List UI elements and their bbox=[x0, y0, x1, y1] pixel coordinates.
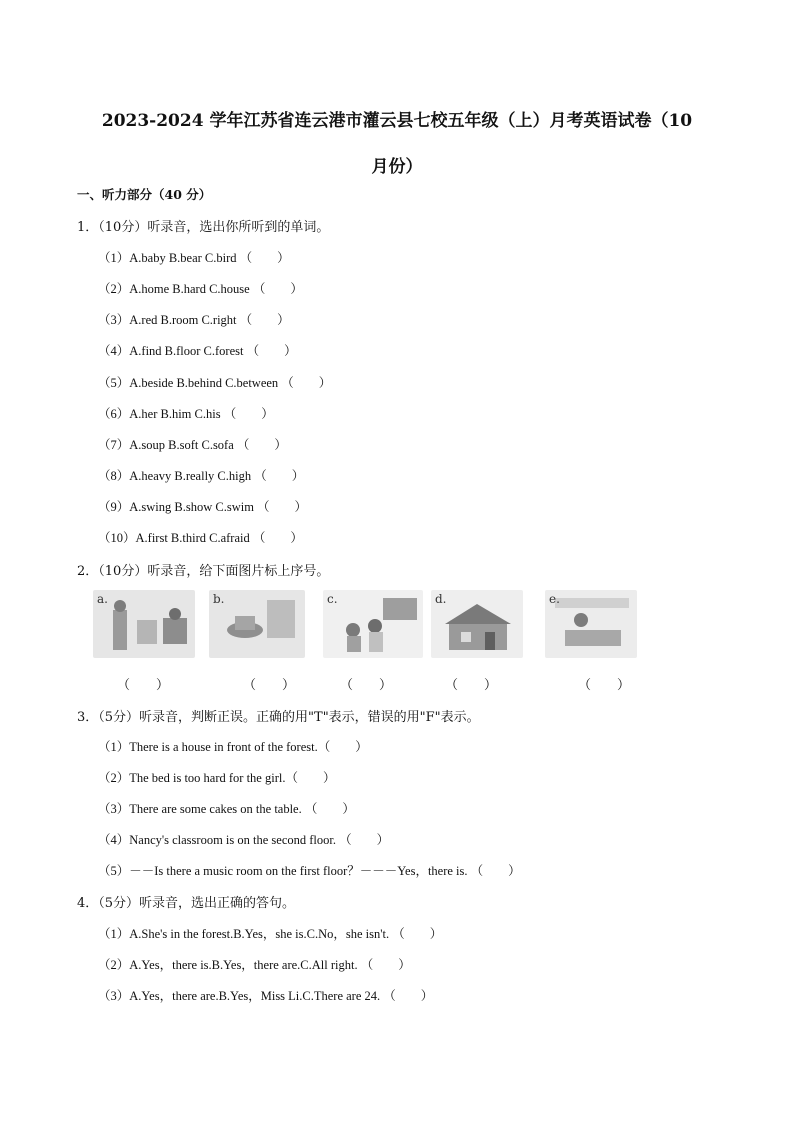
q3-item: （3）There are some cakes on the table. （ ） bbox=[98, 802, 355, 816]
section-heading: 一、听力部分（40 分） bbox=[77, 187, 212, 202]
exam-title bbox=[60, 98, 734, 190]
picture-label: e. bbox=[549, 592, 560, 606]
q1-item: （7）A.soup B.soft C.sofa （ ） bbox=[98, 438, 287, 452]
q1-item: （2）A.home B.hard C.house （ ） bbox=[98, 282, 303, 296]
question-4-stem: 4．（5分）听录音，选出正确的答句。 bbox=[77, 896, 296, 911]
q1-item: （1）A.baby B.bear C.bird （ ） bbox=[98, 251, 290, 265]
q3-item: （1）There is a house in front of the forest.（ ） bbox=[98, 740, 368, 754]
picture-c-blank[interactable]: （ ） bbox=[340, 678, 393, 693]
q1-item: （3）A.red B.room C.right （ ） bbox=[98, 313, 290, 327]
picture-label: b. bbox=[213, 592, 225, 606]
picture-label: d. bbox=[435, 592, 447, 606]
q3-item: （2）The bed is too hard for the girl.（ ） bbox=[98, 771, 336, 785]
q1-item: （8）A.heavy B.really C.high （ ） bbox=[98, 469, 305, 483]
picture-row bbox=[93, 590, 643, 658]
q4-item: （1）A.She's in the forest.B.Yes，she is.C.No，she isn't. （ ） bbox=[98, 927, 443, 941]
picture-label: a. bbox=[97, 592, 108, 606]
q1-item: （10）A.first B.third C.afraid （ ） bbox=[98, 531, 303, 545]
title-line-1: 2023-2024 学年江苏省连云港市灌云县七校五年级（上）月考英语试卷（10 bbox=[101, 111, 693, 131]
question-3-stem: 3．（5分）听录音，判断正误。正确的用"T"表示，错误的用"F"表示。 bbox=[77, 710, 480, 725]
picture-e bbox=[545, 590, 637, 658]
picture-d bbox=[431, 590, 523, 658]
q1-item: （4）A.find B.floor C.forest （ ） bbox=[98, 344, 297, 358]
picture-c bbox=[323, 590, 423, 658]
q4-item: （2）A.Yes，there is.B.Yes，there are.C.All right. （ ） bbox=[98, 958, 411, 972]
picture-b bbox=[209, 590, 305, 658]
title-line-2: 月份） bbox=[371, 157, 423, 177]
q1-item: （9）A.swing B.show C.swim （ ） bbox=[98, 500, 308, 514]
q3-item: （4）Nancy's classroom is on the second floor. （ ） bbox=[98, 833, 390, 847]
q1-item: （6）A.her B.him C.his （ ） bbox=[98, 407, 274, 421]
q3-item: （5）－－Is there a music room on the first floor？－－－Yes，there is. （ ） bbox=[98, 864, 521, 878]
picture-e-blank[interactable]: （ ） bbox=[578, 678, 631, 693]
picture-b-blank[interactable]: （ ） bbox=[243, 678, 296, 693]
q4-item: （3）A.Yes，there are.B.Yes，Miss Li.C.There are 24. （ ） bbox=[98, 989, 434, 1003]
question-1-stem: 1．（10分）听录音，选出你所听到的单词。 bbox=[77, 220, 330, 235]
q1-item: （5）A.beside B.behind C.between （ ） bbox=[98, 376, 332, 390]
picture-label: c. bbox=[327, 592, 338, 606]
people-scene-icon bbox=[93, 590, 195, 658]
picture-a bbox=[93, 590, 195, 658]
question-2-stem: 2．（10分）听录音，给下面图片标上序号。 bbox=[77, 564, 330, 579]
picture-a-blank[interactable]: （ ） bbox=[117, 678, 170, 693]
classroom-scene-icon bbox=[323, 590, 423, 658]
picture-d-blank[interactable]: （ ） bbox=[445, 678, 498, 693]
